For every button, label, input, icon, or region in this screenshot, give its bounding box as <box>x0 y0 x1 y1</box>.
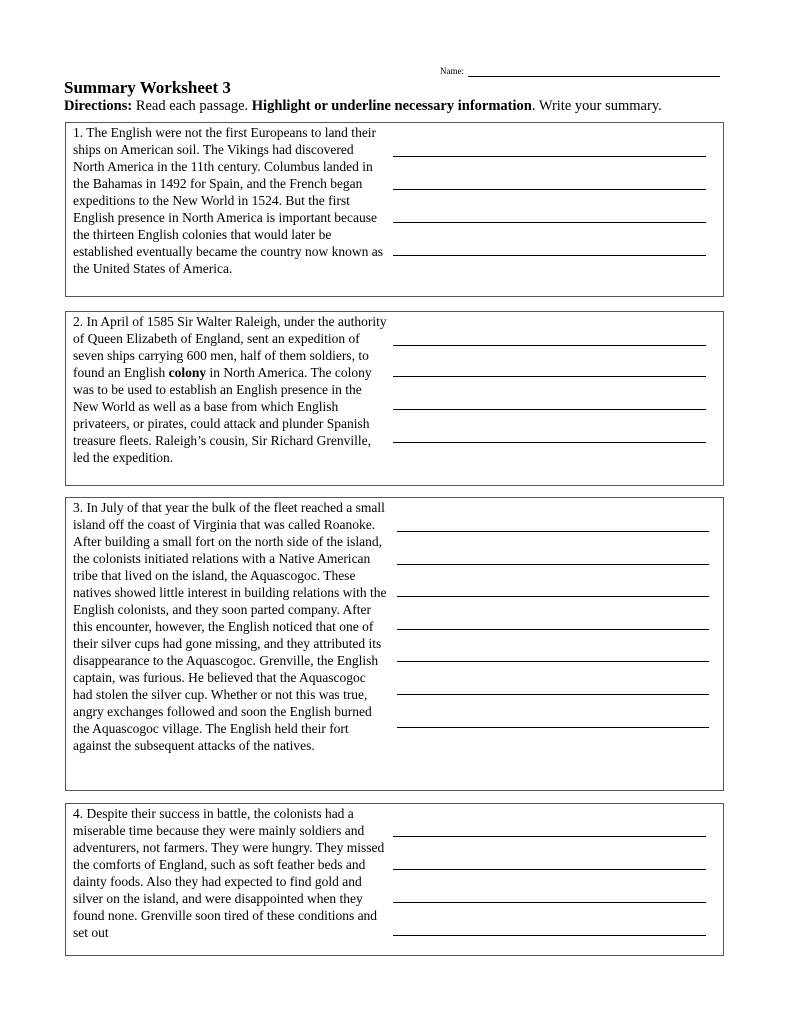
summary-line[interactable] <box>393 376 706 377</box>
name-input-line[interactable] <box>468 76 720 77</box>
directions-emphasis: Highlight or underline necessary information <box>251 98 532 114</box>
summary-line[interactable] <box>393 442 706 443</box>
directions <box>64 98 662 115</box>
summary-line[interactable] <box>393 836 706 837</box>
summary-line[interactable] <box>393 902 706 903</box>
passage-box-3 <box>65 497 724 791</box>
passage-text-4 <box>73 805 387 941</box>
summary-line[interactable] <box>393 222 706 223</box>
summary-line[interactable] <box>393 189 706 190</box>
name-label: Name: <box>440 66 464 76</box>
passage-box-4 <box>65 803 724 956</box>
summary-line[interactable] <box>397 694 709 695</box>
worksheet-title: Summary Worksheet 3 <box>64 78 231 97</box>
passage-text-before: 1. The English were not the first Europeans to land their ships on American soil. The Vikings had discovered North America in the 11th century. Columbus landed in the Bahamas in 1492 for Spain, and the French began expeditions to the New World in 1524. But the first English presence in North America is important because the thirteen English colonies that would later be established eventually became the country now known as the United States of America. <box>73 125 384 276</box>
passage-text-2 <box>73 313 387 466</box>
summary-line[interactable] <box>393 255 706 256</box>
directions-text-2: . Write your summary. <box>531 98 662 114</box>
passage-text-after: in North America. The colony was to be used to establish an English presence in the New World as well as a base from which English privateers, or pirates, could attack and plunder Spanish treasure fleets. Raleigh’s cousin, Sir Richard Grenville, led the expedition. <box>73 365 372 465</box>
summary-line[interactable] <box>397 727 709 728</box>
passage-text-before: 3. In July of that year the bulk of the fleet reached a small island off the coast of Virginia that was called Roanoke. After building a small fort on the north side of the island, the colonists initiated relations with a Native American tribe that lived on the island, the Aquascogoc. These natives showed little interest in building relations with the English colonists, and they soon parted company. After this encounter, however, the English noticed that one of their silver cups had gone missing, and they attributed its disappearance to the Aquascogoc. Grenville, the English captain, was furious. He believed that the Aquascogoc had stolen the silver cup. Whether or not this was true, angry exchanges followed and soon the English burned the Aquascogoc village. The English held their fort against the subsequent attacks of the natives. <box>73 500 387 753</box>
summary-line[interactable] <box>393 345 706 346</box>
summary-line[interactable] <box>397 629 709 630</box>
passage-text-1 <box>73 124 387 277</box>
passage-box-1 <box>65 122 724 297</box>
directions-text-1: Read each passage. <box>132 98 252 114</box>
passage-text-before: 4. Despite their success in battle, the colonists had a miserable time because they were mainly soldiers and adventurers, not farmers. They were hungry. They missed the comforts of England, such as soft feather beds and dainty foods. Also they had expected to find gold and silver on the island, and were disappointed when they found none. Grenville soon tired of these conditions and set out <box>73 806 385 940</box>
summary-line[interactable] <box>393 409 706 410</box>
summary-line[interactable] <box>397 531 709 532</box>
summary-line[interactable] <box>393 935 706 936</box>
passage-text-before: 2. In April of 1585 Sir Walter Raleigh, under the authority of Queen Elizabeth of England, sent an expedition of seven ships carrying 600 men, half of them soldiers, to found an English <box>73 314 387 380</box>
directions-label: Directions: <box>64 98 133 114</box>
summary-line[interactable] <box>397 564 709 565</box>
passage-text-3 <box>73 499 387 754</box>
vocabulary-word-colony: colony <box>168 365 207 380</box>
summary-line[interactable] <box>393 869 706 870</box>
summary-line[interactable] <box>393 156 706 157</box>
summary-line[interactable] <box>397 596 709 597</box>
passage-box-2 <box>65 311 724 486</box>
summary-line[interactable] <box>397 661 709 662</box>
